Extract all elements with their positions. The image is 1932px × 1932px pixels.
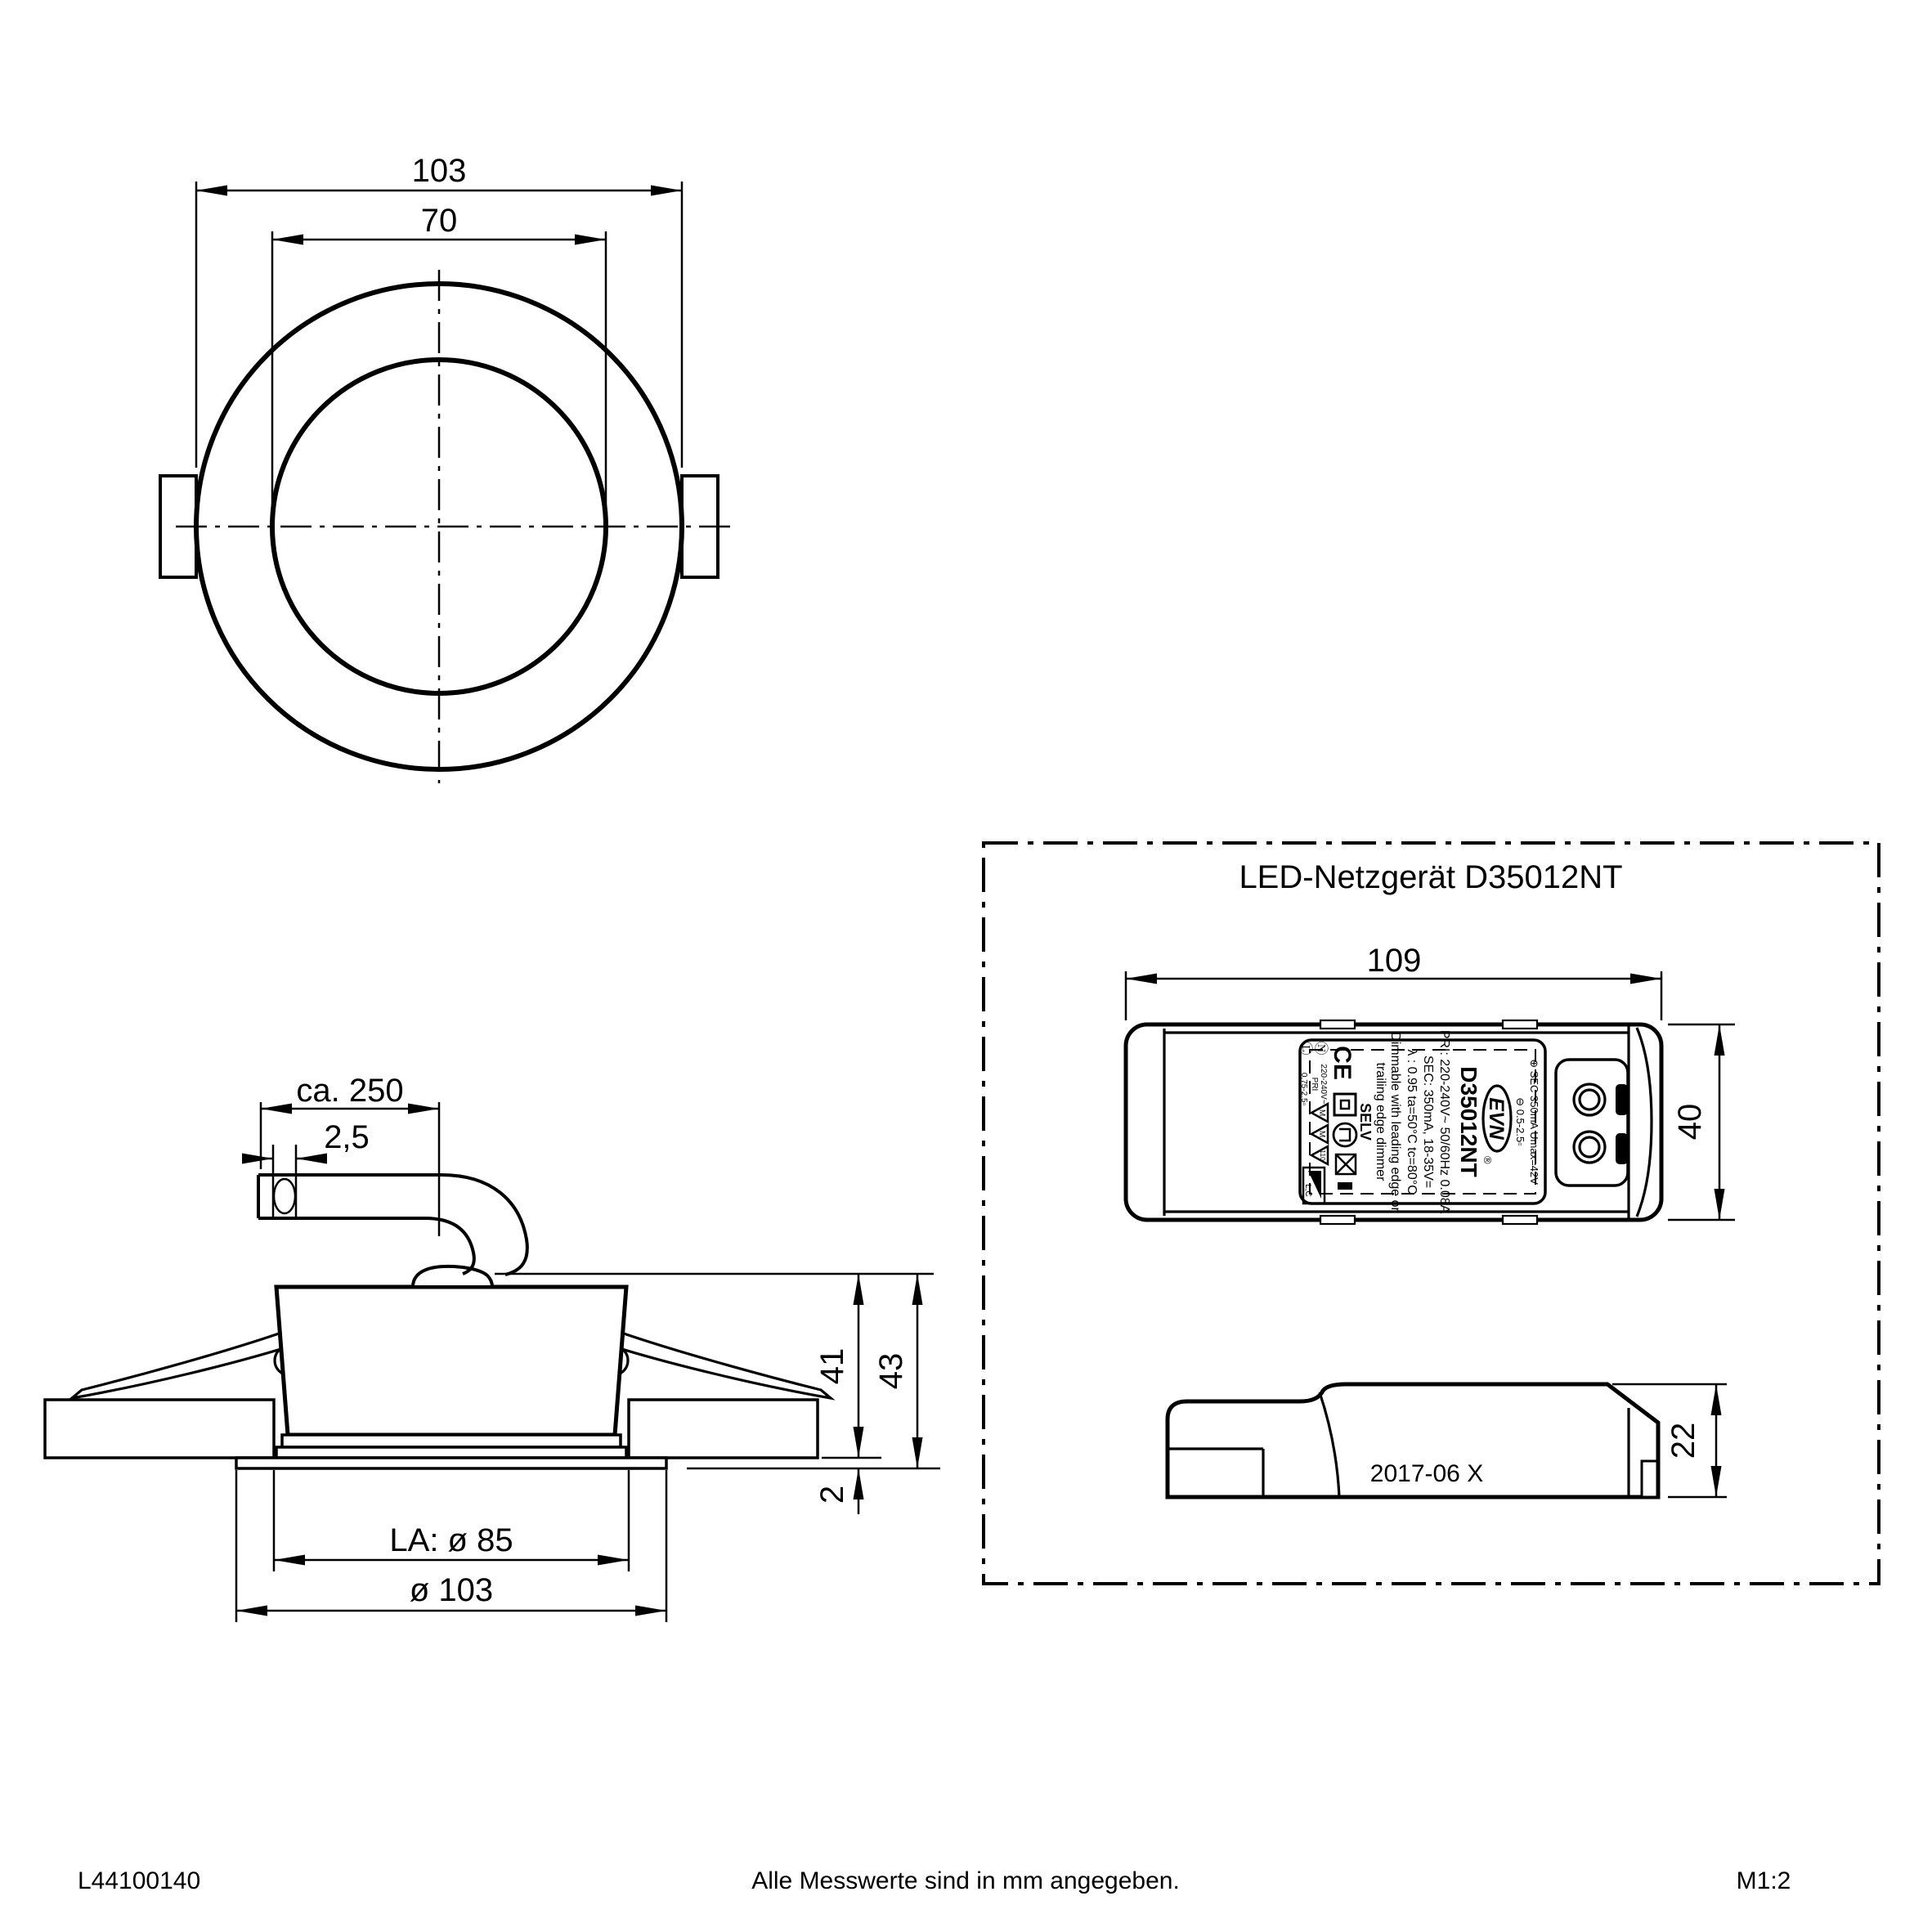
ce-mark-icon: CE <box>1329 1046 1356 1080</box>
side-view <box>45 1073 940 1622</box>
dim-label-recess-depth: 41 <box>814 1347 850 1385</box>
dim-label-bezel: 2 <box>814 1485 850 1504</box>
dim-label-width: 40 <box>1672 1103 1708 1141</box>
heatsink-bg <box>276 1287 626 1435</box>
snap-latch <box>1503 1216 1537 1224</box>
trim-ring-upper <box>282 1435 621 1447</box>
l-range-text: 0.75-2.5▫ <box>1299 1072 1308 1106</box>
driver-side-view <box>1168 1384 1727 1497</box>
snap-latch <box>1503 1020 1537 1029</box>
driver-top-view <box>1126 943 1735 1224</box>
drawing-number: L44100140 <box>78 1867 201 1894</box>
snap-latch <box>1320 1216 1355 1224</box>
dim-label-length: 109 <box>1366 943 1422 979</box>
registered-mark: ® <box>1481 1156 1494 1164</box>
pri-voltage-text: 220-240V~ <box>1319 1064 1328 1105</box>
n-terminal-icon: Ⓝ <box>1313 1041 1329 1056</box>
trim-ring-lower <box>276 1447 626 1458</box>
label-sec: SEC: 350mA, 18-35V= <box>1421 1055 1435 1189</box>
panel-title: LED-Netzgerät D35012NT <box>1239 859 1623 895</box>
label-selv: SELV <box>1357 1103 1374 1141</box>
dim-label-cable-thickness: 2,5 <box>324 1119 370 1155</box>
cable-outline-top <box>258 1175 527 1275</box>
driver-panel <box>984 843 1879 1584</box>
dim-label-height: 22 <box>1665 1422 1701 1459</box>
scale-note: M1:2 <box>1736 1867 1791 1894</box>
spring-clip-right <box>616 1333 831 1398</box>
date-code: 2017-06 X <box>1369 1460 1484 1487</box>
dim-label-cable-length: ca. 250 <box>296 1073 404 1109</box>
label-dimmable-2: trailing edge dimmer <box>1374 1062 1387 1181</box>
cable-cross-section <box>274 1179 295 1213</box>
dim-label-cutout: LA: ø 85 <box>389 1522 513 1558</box>
triangle-m-text: M <box>1317 1109 1326 1117</box>
evn-logo-text: EVN <box>1485 1097 1508 1140</box>
dim-label-outer-diameter: 103 <box>411 153 467 189</box>
label-terminal-sec: ⊕ SEC 350mA Umax=42V <box>1528 1059 1540 1185</box>
pri-text: PRI <box>1310 1077 1319 1092</box>
triangle-m-text: M <box>1317 1130 1326 1138</box>
label-pri: PRI: 220-240V~ 50/60Hz 0.08A <box>1437 1029 1451 1214</box>
snap-latch <box>1320 1020 1355 1029</box>
ceiling-slab-left <box>45 1400 274 1458</box>
label-model: D35012NT <box>1456 1066 1481 1177</box>
dim-label-outer-diameter-side: ø 103 <box>409 1572 494 1608</box>
ceiling-slab-right <box>629 1400 818 1458</box>
terminal-recess <box>1556 1060 1628 1186</box>
footer <box>78 1867 1791 1894</box>
spring-clip-left <box>72 1333 286 1398</box>
dim-label-total-depth: 43 <box>873 1352 909 1390</box>
cable-dome <box>413 1266 492 1287</box>
bezel-flange <box>236 1458 666 1468</box>
triangle-110-text: 110 <box>1319 1150 1327 1161</box>
units-note: Alle Messwerte sind in mm angegeben. <box>751 1867 1180 1894</box>
l-terminal-icon: Ⓛ <box>1298 1041 1313 1056</box>
label-dimmable-1: Dimmable with leading edge or <box>1388 1032 1402 1212</box>
terminal-slot-1 <box>1616 1084 1628 1115</box>
label-terminal-range: ⊖ 0.5-2.5▫ <box>1514 1097 1526 1146</box>
black-bar-icon <box>1338 1182 1352 1190</box>
front-view <box>160 153 736 783</box>
dim-label-inner-diameter: 70 <box>420 203 458 239</box>
mounting-foot <box>1642 1461 1657 1497</box>
terminal-slot-2 <box>1616 1133 1628 1164</box>
dimmer-lc-text: L,C <box>1303 1184 1312 1197</box>
label-lambda: λ : 0.95 ta=50°C tc=80°C <box>1405 1049 1419 1195</box>
